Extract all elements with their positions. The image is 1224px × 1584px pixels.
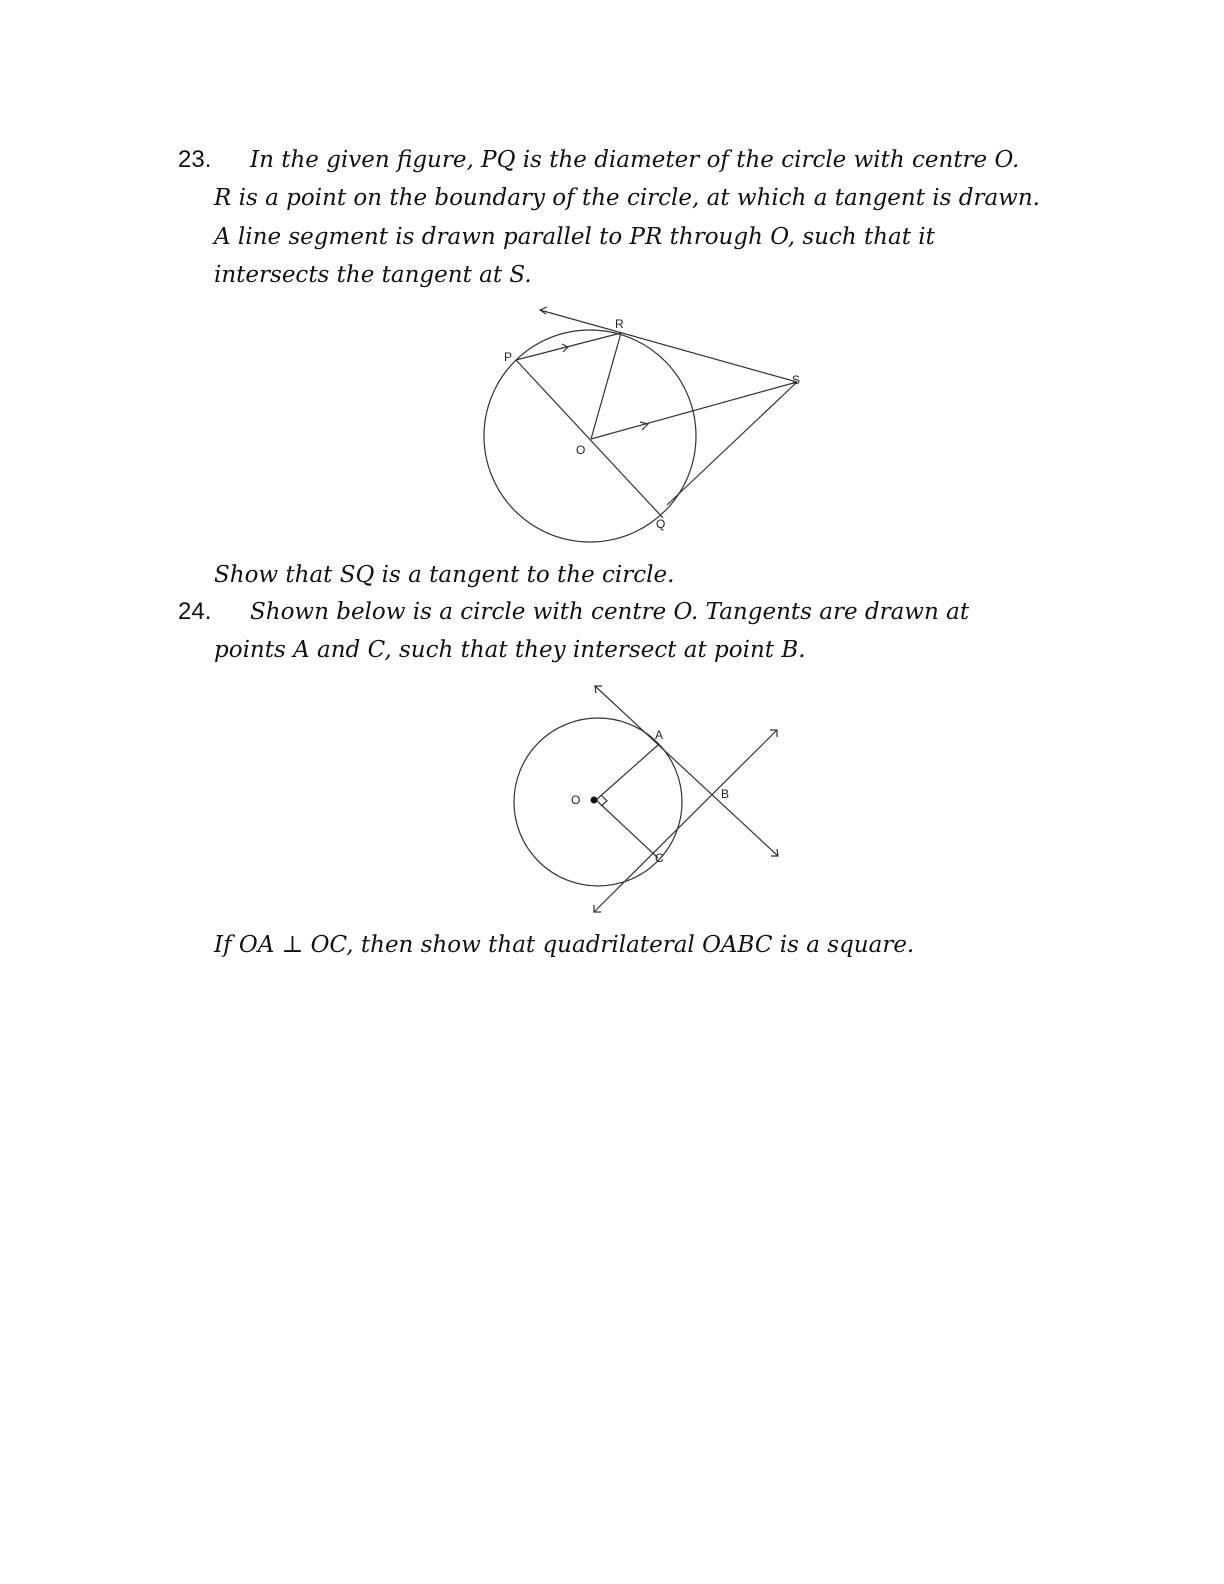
q23-line-2: R is a point on the boundary of the circle, at which a tangent is drawn. bbox=[214, 185, 1040, 211]
q24-label-c: C bbox=[655, 851, 664, 865]
q23-task: Show that SQ is a tangent to the circle. bbox=[214, 562, 675, 588]
q24-line-2: points A and C, such that they intersect at point B. bbox=[214, 637, 806, 663]
q24-tangent-ab bbox=[595, 686, 778, 856]
question-number-24: 24. bbox=[178, 598, 212, 625]
question-number-23: 23. bbox=[178, 146, 212, 173]
q24-centre-dot bbox=[591, 797, 598, 804]
q24-line-1: Shown below is a circle with centre O. Tangents are drawn at bbox=[250, 599, 970, 625]
q23-label-s: S bbox=[792, 373, 801, 387]
q23-line-3: A line segment is drawn parallel to PR through O, such that it bbox=[214, 224, 935, 250]
q24-radius-oc bbox=[596, 800, 658, 858]
q23-line-1: In the given figure, PQ is the diameter of the circle with centre O. bbox=[250, 147, 1020, 173]
q23-label-o: O bbox=[576, 443, 586, 457]
q24-radius-oa bbox=[596, 745, 658, 800]
q24-right-angle-mark bbox=[601, 795, 607, 806]
q23-line-4: intersects the tangent at S. bbox=[214, 262, 532, 288]
q24-task: If OA ⊥ OC, then show that quadrilateral OABC is a square. bbox=[214, 932, 915, 958]
q24-label-a: A bbox=[655, 728, 664, 742]
q24-tangent-cb bbox=[594, 730, 777, 912]
q24-label-b: B bbox=[721, 787, 730, 801]
q23-label-p: P bbox=[504, 350, 513, 364]
q23-label-r: R bbox=[615, 317, 624, 331]
q24-label-o: O bbox=[571, 793, 581, 807]
q23-label-q: Q bbox=[656, 517, 666, 531]
